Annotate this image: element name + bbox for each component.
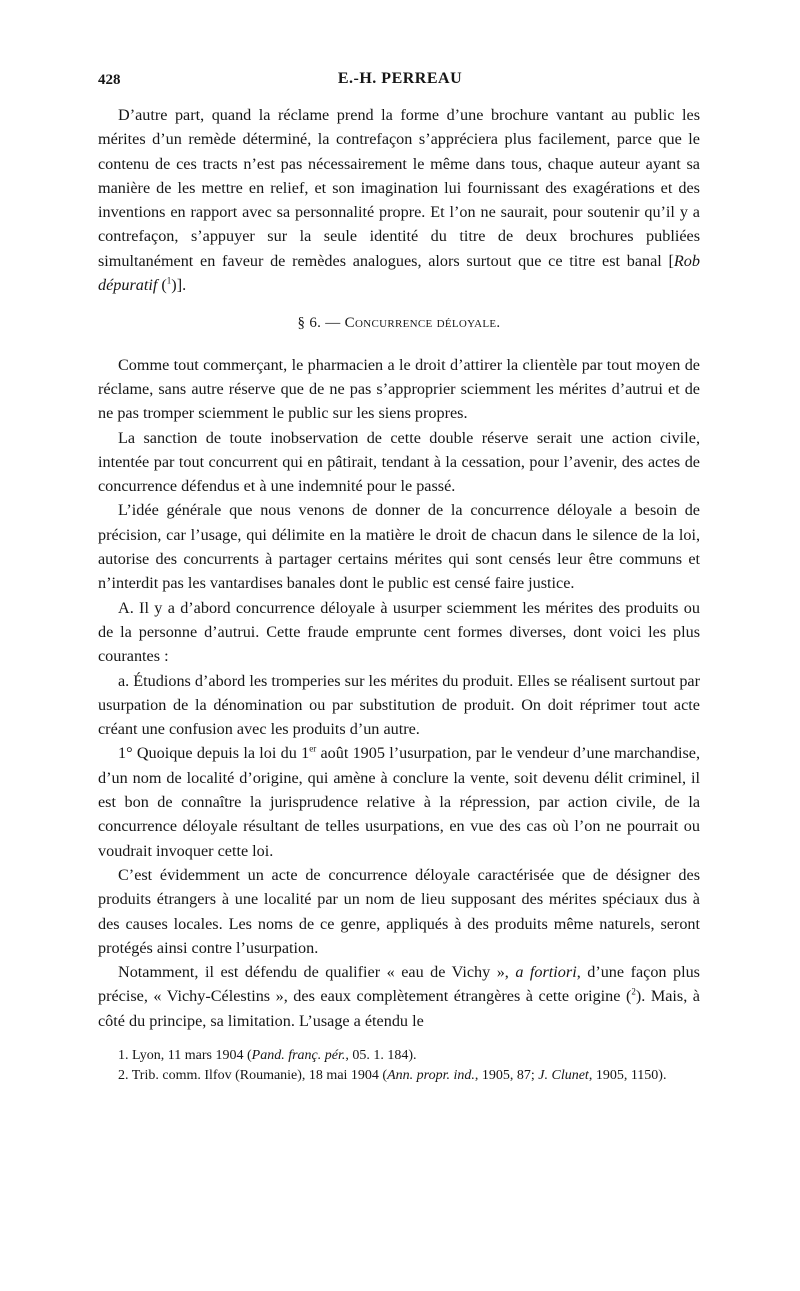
paragraph-sanction: La sanction de toute inobservation de cette double réserve serait une action civile, intentée par tout concurrent qui en pâtirait, tendant à la cessation, pour l’avenir, des actes de concurrence défendus et à une indemnité pour le passé. bbox=[98, 428, 700, 496]
page-number: 428 bbox=[98, 72, 121, 88]
page-header bbox=[98, 68, 702, 94]
paragraph-commercant: Comme tout commerçant, le pharmacien a le droit d’attirer la clientèle par tout moyen de réclame, sans autre réserve que de ne pas s’approprier sciemment les mérites d’autrui et de ne pas tromper sciemment le public sur les siens propres. bbox=[98, 355, 700, 423]
paragraph-a-usurper: A. Il y a d’abord concurrence déloyale à usurper sciemment les mérites des produits ou de la personne d’autrui. Cette fraude emprunte cent formes diverses, dont voici les plus courantes : bbox=[98, 598, 700, 666]
paragraph-a-tromperies: a. Étudions d’abord les tromperies sur les mérites du produit. Elles se réalisent surtout par usurpation de la dénomination ou par substitution de produit. On doit réprimer tout acte créant une confusion avec les produits d’un autre. bbox=[98, 671, 700, 739]
paragraph-concurrence-caracterisee: C’est évidemment un acte de concurrence déloyale caractérisée que de désigner des produits étrangers à une localité par un nom de lieu supposant des mérites spéciaux dus à des causes locales. Les noms de ce genre, appliqués à des produits même naturels, seront protégés ainsi contre l’usurpation. bbox=[98, 865, 700, 957]
footnote-2: 2. Trib. comm. Ilfov (Roumanie), 18 mai 1904 (Ann. propr. ind., 1905, 87; J. Clunet, 1905, 1150). bbox=[118, 1068, 667, 1083]
section-number: § 6. — bbox=[297, 315, 341, 332]
section-title: Concurrence déloyale. bbox=[344, 315, 501, 332]
paragraph-idee-generale: L’idée générale que nous venons de donner de la concurrence déloyale a besoin de précision, car l’usage, qui délimite en la matière le droit de chacun dans le silence de la loi, autorise des concurrents à partager certains mérites qui sont censés leur être communs et n’interdit pas les vantardises banales dont le public est censé faire justice. bbox=[98, 501, 700, 593]
running-title: E.-H. PERREAU bbox=[337, 70, 463, 87]
section-heading bbox=[98, 311, 700, 335]
body-text bbox=[98, 103, 700, 1033]
footnotes bbox=[98, 1046, 700, 1086]
paragraph-loi-1905: 1° Quoique depuis la loi du 1er août 1905 l’usurpation, par le vendeur d’une marchandise, d’un nom de localité d’origine, qui amène à conclure la vente, soit devenu délit criminel, il est bon de connaître la jurisprudence relative à la répression, par action civile, de la concurrence déloyale résultant de telles usurpations, en vue des cas où l’on ne pourrait ou voudrait invoquer cette loi. bbox=[98, 744, 700, 860]
rob-depuratif-title: Rob dépuratif bbox=[98, 251, 700, 295]
footnote-1: 1. Lyon, 11 mars 1904 (Pand. franç. pér., 05. 1. 184). bbox=[118, 1048, 417, 1063]
paragraph-brochure: D’autre part, quand la réclame prend la forme d’une brochure vantant au public les mérites d’un remède déterminé, la contrefaçon s’appréciera plus facilement, parce que le contenu de ces tracts n’est pas nécessairement le même dans tous, chaque auteur ayant sa manière de les mettre en relief, et son imagination lui fournissant des exagérations et des inventions en rapport avec sa personnalité propre. Et l’on ne saurait, pour soutenir qu’il y a contrefaçon, s’appuyer sur la seule identité du titre de deux brochures publiées simultanément en faveur de remèdes analogues, alors surtout que ce titre est banal [Rob dépuratif ($^1$)]. bbox=[98, 106, 700, 295]
footnote-ref-1[interactable]: 1 bbox=[166, 275, 172, 286]
footnote-ref-2[interactable]: 2 bbox=[631, 987, 636, 997]
paragraph-vichy: Notamment, il est défendu de qualifier « eau de Vichy », a fortiori, d’une façon plus précise, « Vichy-Célestins », des eaux complètement étrangères à cette origine ($^2$). Mais, à côté du principe, sa limitation. L’usage a étendu le bbox=[98, 963, 700, 1030]
